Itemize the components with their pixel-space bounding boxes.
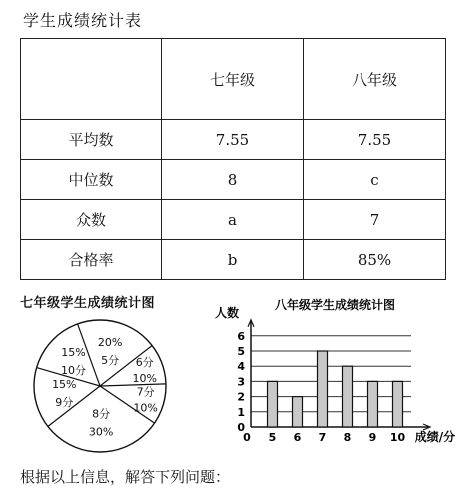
y-tick-label: 1 — [237, 405, 245, 419]
table-cell: 7 — [304, 200, 446, 240]
x-tick-label: 7 — [318, 431, 327, 444]
pie-slice-percent-label: 30% — [88, 425, 114, 439]
origin-label: 0 — [243, 431, 251, 444]
pie-slice-score-label: 5分 — [101, 354, 120, 368]
pie-slice-percent-label: 20% — [97, 336, 123, 350]
y-tick-label: 4 — [237, 360, 245, 374]
table-cell: 85% — [304, 240, 446, 280]
question-prompt: 根据以上信息，解答下列问题： — [20, 468, 231, 486]
bar — [293, 397, 303, 427]
pie-slice-score-label: 10分 — [61, 364, 86, 378]
x-axis-label: 成绩/分 — [414, 430, 456, 444]
bar-chart-title: 八年级学生成绩统计图 — [274, 298, 396, 312]
bar — [318, 351, 328, 427]
pie-slice-percent-label: 10% — [133, 401, 158, 415]
bar — [393, 381, 403, 427]
table-header-row — [21, 39, 446, 120]
pie-slice-score-label: 9分 — [55, 395, 74, 409]
table-cell: 中位数 — [21, 160, 162, 200]
y-tick-label: 3 — [237, 375, 245, 389]
x-tick-label: 5 — [268, 431, 277, 444]
pie-slice-score-label: 6分 — [135, 355, 154, 369]
y-tick-label: 5 — [237, 345, 245, 358]
x-tick-label: 6 — [293, 431, 302, 444]
page-title: 学生成绩统计表 — [23, 11, 143, 30]
table-cell: 7.55 — [304, 120, 446, 160]
bar — [268, 381, 278, 427]
pie-slice-score-label: 8分 — [92, 407, 111, 421]
pie-slice-percent-label: 15% — [61, 346, 86, 360]
y-tick-label: 6 — [237, 329, 245, 343]
table-cell: 平均数 — [21, 120, 162, 160]
table-cell: a — [162, 200, 304, 240]
table-header-cell: 八年级 — [304, 39, 446, 120]
y-axis-label: 人数 — [215, 306, 240, 320]
pie-slice-percent-label: 10% — [132, 371, 157, 385]
x-tick-label: 10 — [389, 431, 406, 444]
table-cell: 7.55 — [162, 120, 304, 160]
bar — [343, 366, 353, 427]
table-cell: c — [304, 160, 446, 200]
table-header-cell: 七年级 — [162, 39, 304, 120]
x-tick-label: 8 — [343, 431, 352, 444]
table-row — [21, 240, 446, 280]
y-tick-label: 0 — [237, 421, 245, 434]
x-tick-label: 9 — [368, 431, 377, 444]
pie-chart — [28, 316, 178, 456]
table-header-cell — [21, 39, 162, 120]
table-cell: 合格率 — [21, 240, 162, 280]
table-row — [21, 160, 446, 200]
table-row — [21, 200, 446, 240]
bar — [368, 381, 378, 427]
table-cell: 8 — [162, 160, 304, 200]
table-row — [21, 120, 446, 160]
pie-chart-title: 七年级学生成绩统计图 — [20, 296, 156, 311]
bar-chart — [205, 296, 460, 456]
pie-slice-score-label: 7分 — [136, 385, 155, 399]
pie-slice-percent-label: 15% — [52, 377, 77, 391]
table-cell: 众数 — [21, 200, 162, 240]
table-cell: b — [162, 240, 304, 280]
score-stats-table — [20, 38, 446, 280]
y-tick-label: 2 — [237, 390, 245, 404]
